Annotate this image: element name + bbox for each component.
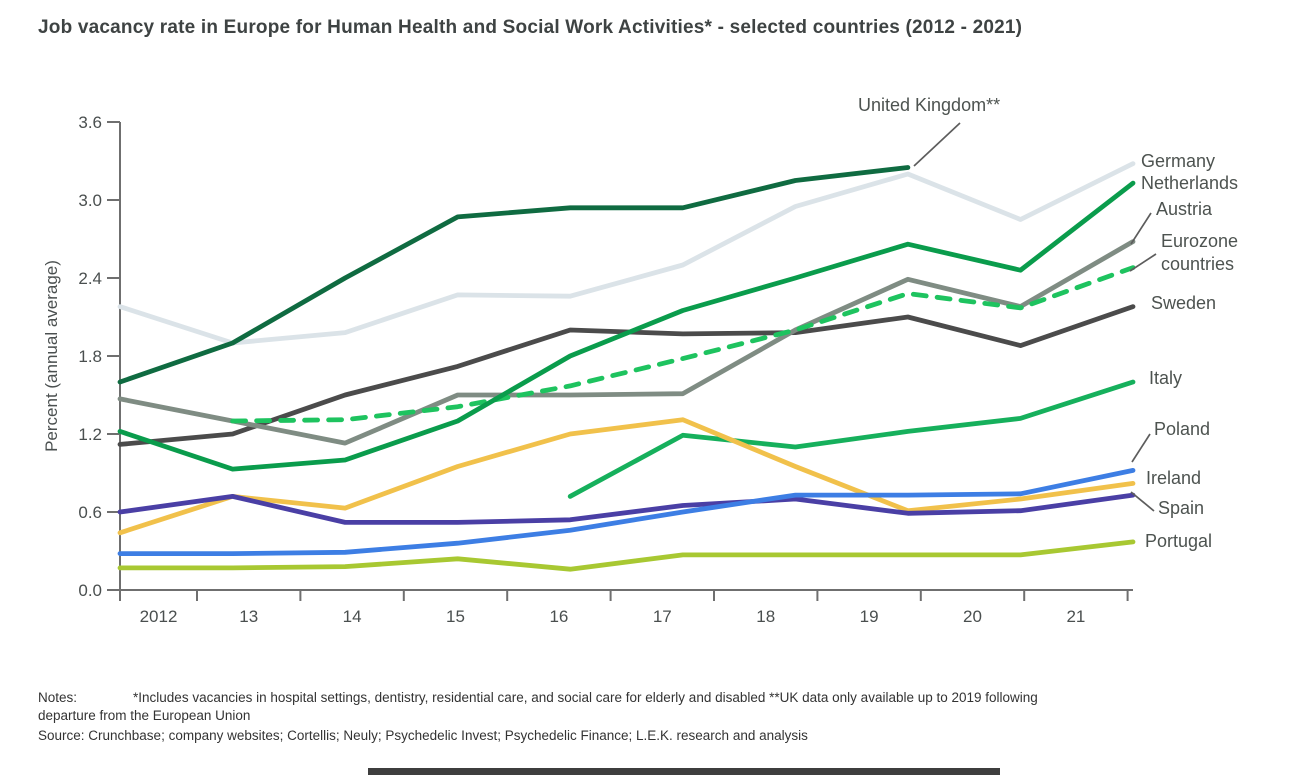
series-line-germany: [120, 164, 1133, 343]
y-tick-label: 2.4: [78, 269, 102, 288]
x-tick-label: 20: [963, 607, 982, 626]
y-tick-label: 3.0: [78, 191, 102, 210]
y-tick-label: 0.0: [78, 581, 102, 600]
x-tick-label: 17: [652, 607, 672, 626]
x-tick-label: 19: [859, 607, 879, 626]
series-label-sweden: Sweden: [1151, 293, 1217, 313]
series-label-spain: Spain: [1158, 498, 1205, 518]
y-axis-title: Percent (annual average): [42, 260, 61, 452]
y-tick-label: 1.2: [78, 425, 102, 444]
source-line: Source: Crunchbase; company websites; Cortellis; Neuly; Psychedelic Invest; Psychedelic Finance; L.E.K. research and analysis: [38, 728, 808, 743]
x-tick-label: 14: [342, 607, 362, 626]
x-tick-label: 18: [756, 607, 776, 626]
notes-text: *Includes vacancies in hospital settings, dentistry, residential care, and social care for elderly and disabled **UK data only available up to 2019 following departure from the European Union: [38, 690, 1038, 723]
series-line-ireland: [120, 420, 1133, 533]
series-label-austria: Austria: [1156, 199, 1213, 219]
series-label-germany: Germany: [1141, 151, 1216, 171]
series-label-united-kingdom: United Kingdom**: [858, 95, 1001, 115]
label-pointer-eurozone-countries: [1130, 254, 1156, 271]
series-label-ireland: Ireland: [1146, 468, 1202, 488]
page-title: Job vacancy rate in Europe for Human Health and Social Work Activities* - selected countries (2012 - 2021): [38, 17, 1023, 38]
series-label-eurozone-countries: Eurozone countries: [1161, 231, 1239, 274]
label-pointer-poland: [1132, 434, 1150, 462]
bottom-bar: [368, 768, 1000, 775]
x-tick-label: 13: [239, 607, 259, 626]
series-label-netherlands: Netherlands: [1141, 173, 1239, 193]
x-tick-label: 2012: [139, 607, 178, 626]
x-tick-label: 15: [446, 607, 465, 626]
series-line-eurozone-countries: [233, 268, 1133, 421]
label-pointer-spain: [1131, 492, 1154, 511]
series-label-portugal: Portugal: [1145, 531, 1213, 551]
chart-notes: [38, 689, 1098, 725]
y-tick-label: 3.6: [78, 113, 102, 132]
label-pointer-united-kingdom: [914, 123, 960, 166]
series-label-poland: Poland: [1154, 419, 1211, 439]
series-label-italy: Italy: [1149, 368, 1183, 388]
y-tick-label: 1.8: [78, 347, 102, 366]
x-tick-label: 21: [1066, 607, 1086, 626]
series-line-portugal: [120, 542, 1133, 569]
x-tick-label: 16: [549, 607, 569, 626]
series-line-italy: [570, 382, 1133, 496]
label-pointer-austria: [1131, 213, 1151, 244]
series-line-austria: [120, 242, 1133, 444]
notes-label: Notes:: [38, 690, 78, 705]
y-tick-label: 0.6: [78, 503, 102, 522]
